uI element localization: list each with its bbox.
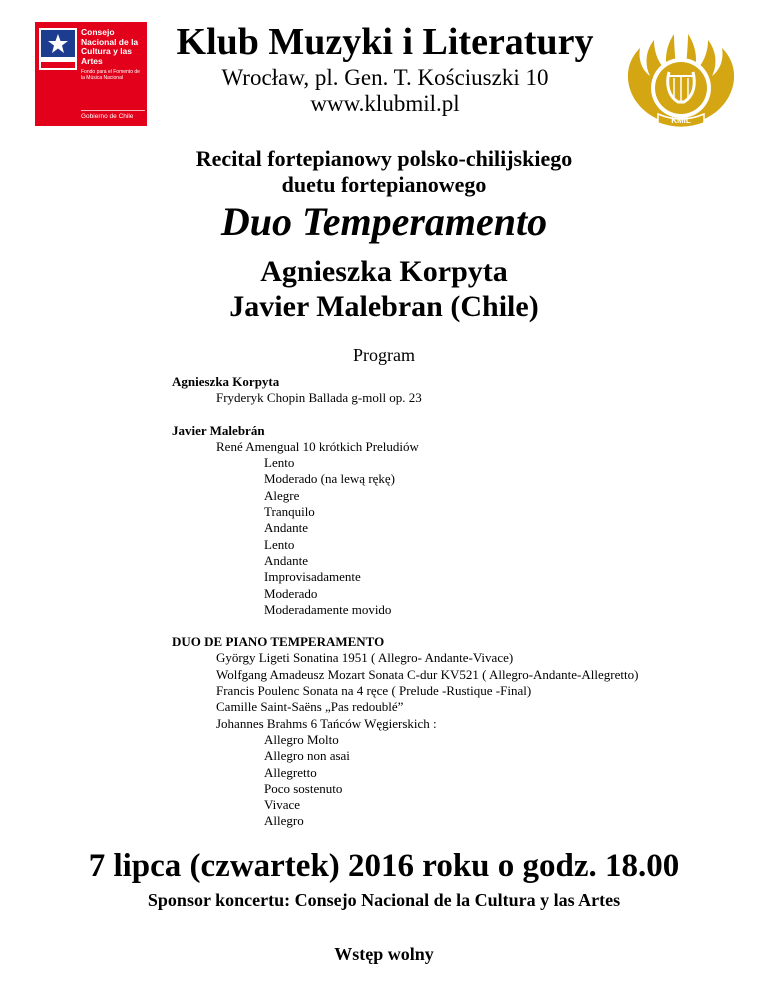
work-item: Fryderyk Chopin Ballada g-moll op. 23 — [216, 390, 422, 406]
work-item: György Ligeti Sonatina 1951 ( Allegro- Andante-Vivace) — [216, 650, 514, 666]
movement-item: Moderado (na lewą rękę) — [264, 471, 396, 487]
sponsor-line: Sponsor koncertu: Consejo Nacional de la Cultura y las Artes — [147, 890, 621, 910]
performers — [0, 254, 768, 324]
movement-item: Andante — [264, 520, 309, 536]
movement-item: Improvisadamente — [264, 569, 361, 585]
kmil-logo-text: KMiL — [671, 116, 691, 125]
section-performer: DUO DE PIANO TEMPERAMENTO — [172, 634, 385, 650]
movement-item: Allegretto — [264, 764, 317, 780]
program-list — [172, 374, 752, 846]
section-performer: Agnieszka Korpyta — [172, 374, 280, 389]
movement-item: Andante — [264, 552, 309, 568]
recital-heading — [0, 146, 768, 198]
club-website: www.klubmil.pl — [310, 91, 460, 116]
movement-item: Tranquilo — [264, 504, 315, 520]
recital-line-2: duetu fortepianowego — [281, 172, 487, 197]
recital-line-1: Recital fortepianowy polsko-chilijskiego — [195, 146, 573, 171]
concert-date: 7 lipca (czwartek) 2016 roku o godz. 18.00 — [88, 848, 680, 884]
work-item: Johannes Brahms 6 Tańców Węgierskich : — [216, 715, 437, 731]
work-item: Wolfgang Amadeusz Mozart Sonata C-dur KV521 ( Allegro-Andante-Allegretto) — [216, 666, 639, 682]
consejo-name: Consejo Nacional de la Cultura y las Artes — [81, 27, 139, 66]
free-entry: Wstęp wolny — [334, 944, 434, 964]
program-section-duo — [172, 634, 752, 830]
club-address: Wrocław, pl. Gen. T. Kościuszki 10 — [221, 65, 549, 90]
movement-item: Alegre — [264, 487, 300, 503]
movement-item: Moderado — [264, 585, 318, 601]
fondo-text: Fondo para el Fomento de la Música Nacional — [81, 69, 140, 81]
movement-item: Allegro — [264, 813, 304, 829]
movement-item: Allegro non asai — [264, 748, 350, 764]
program-section-malebran — [172, 423, 752, 619]
section-performer: Javier Malebrán — [172, 422, 265, 438]
movement-item: Lento — [264, 455, 295, 471]
chile-crest-icon — [39, 28, 77, 70]
movement-item: Poco sostenuto — [264, 780, 343, 796]
movement-item: Moderadamente movido — [264, 601, 392, 617]
work-item: Camille Saint-Saëns „Pas redoublé” — [216, 699, 404, 715]
movement-item: Allegro Molto — [264, 731, 339, 747]
movement-item: Lento — [264, 536, 295, 552]
work-item: Francis Poulenc Sonata na 4 ręce ( Prelude -Rustique -Final) — [216, 683, 532, 699]
kmil-lyre-logo-icon — [622, 24, 740, 132]
gobierno-text: Gobierno de Chile — [81, 110, 145, 121]
consejo-logo — [35, 22, 147, 126]
program-label: Program — [353, 345, 415, 365]
program-section-korpyta — [172, 374, 752, 407]
performer-2: Javier Malebran (Chile) — [229, 290, 539, 323]
club-title: Klub Muzyki i Literatury — [176, 21, 594, 63]
work-item: René Amengual 10 krótkich Preludiów — [216, 438, 419, 454]
duo-name: Duo Temperamento — [220, 199, 548, 244]
performer-1: Agnieszka Korpyta — [260, 255, 508, 288]
movement-item: Vivace — [264, 797, 301, 813]
